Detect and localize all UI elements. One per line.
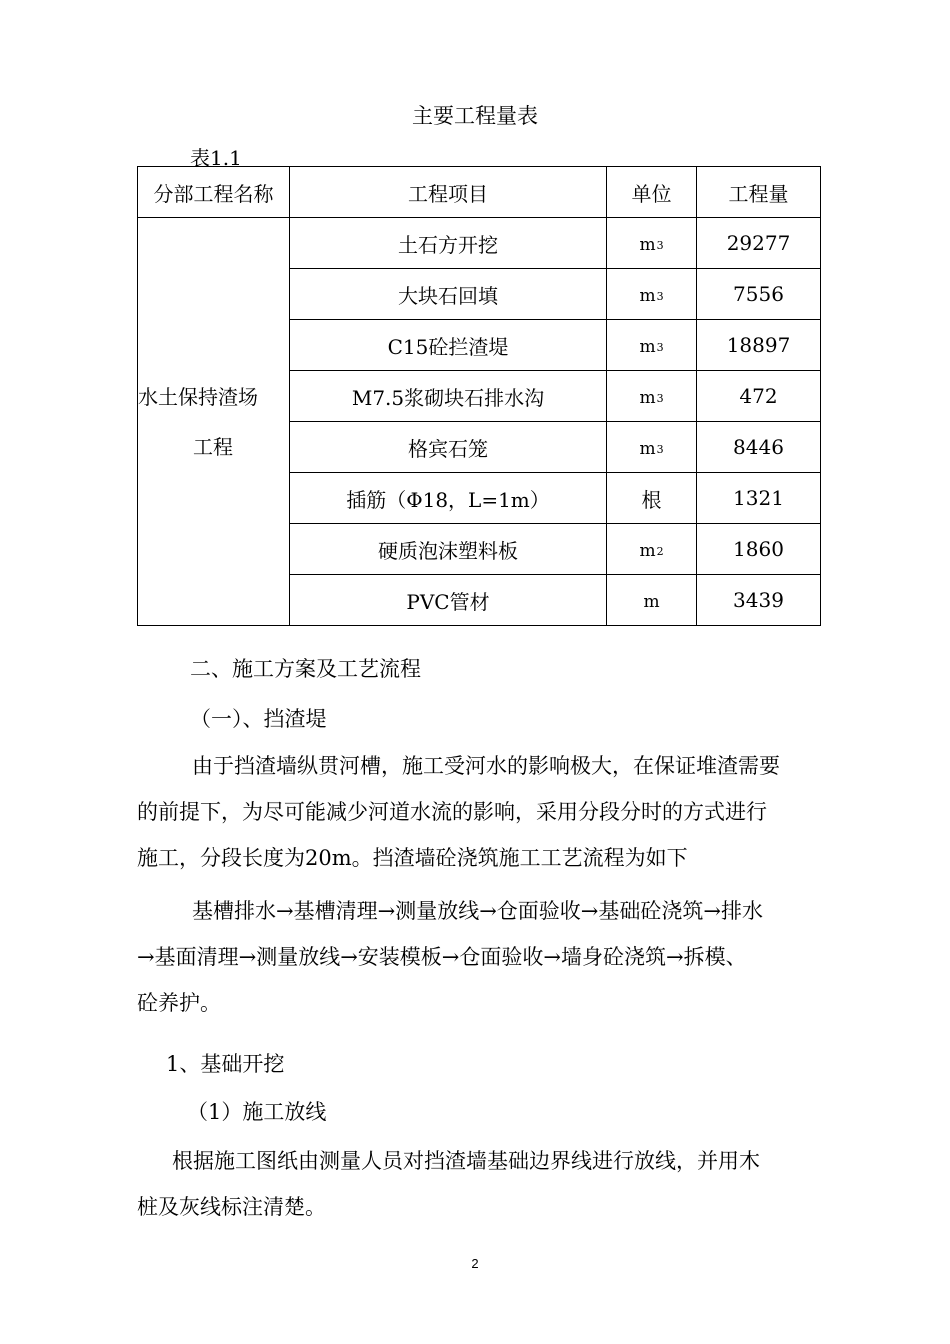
item-cell: 格宾石笼 xyxy=(290,422,607,473)
quantity-cell: 18897 xyxy=(697,320,821,371)
unit-superscript: 3 xyxy=(656,392,664,405)
item-cell: C15砼拦渣堤 xyxy=(290,320,607,371)
subsection-1-heading: （一）、挡渣堤 xyxy=(190,707,327,731)
unit-cell xyxy=(607,269,697,320)
item-cell: M7.5浆砌块石排水沟 xyxy=(290,371,607,422)
unit-text: m xyxy=(639,388,656,408)
unit-superscript: 3 xyxy=(656,341,664,354)
quantity-cell: 8446 xyxy=(697,422,821,473)
paragraph-line: 根据施工图纸由测量人员对挡渣墙基础边界线进行放线，并用木 xyxy=(172,1149,760,1173)
unit-superscript: 3 xyxy=(656,290,664,303)
paragraph-line: 基槽排水→基槽清理→测量放线→仓面验收→基础砼浇筑→排水 xyxy=(192,899,763,923)
item-cell: 硬质泡沫塑料板 xyxy=(290,524,607,575)
category-line-2: 工程 xyxy=(193,434,233,459)
section-2-heading: 二、施工方案及工艺流程 xyxy=(190,657,421,681)
item-cell: 插筋（Φ18，L=1m） xyxy=(290,473,607,524)
header-cell: 单位 xyxy=(607,167,697,218)
paragraph-line: 桩及灰线标注清楚。 xyxy=(137,1195,326,1219)
item-1-heading: 1、基础开挖 xyxy=(166,1052,285,1076)
unit-cell xyxy=(607,371,697,422)
paragraph-line: 砼养护。 xyxy=(137,991,221,1015)
page-number: 2 xyxy=(471,1256,479,1271)
table-header-row xyxy=(138,167,821,218)
category-line-1: 水土保持渣场 xyxy=(138,384,258,409)
unit-text: m xyxy=(643,592,660,612)
unit-cell xyxy=(607,473,697,524)
paragraph-2 xyxy=(137,1138,837,1230)
header-cell: 工程项目 xyxy=(290,167,607,218)
unit-cell xyxy=(607,524,697,575)
quantity-cell: 1860 xyxy=(697,524,821,575)
unit-superscript: 3 xyxy=(656,239,664,252)
quantity-cell: 1321 xyxy=(697,473,821,524)
paragraph-line: →基面清理→测量放线→安装模板→仓面验收→墙身砼浇筑→拆模、 xyxy=(137,945,747,969)
paragraph-line: 的前提下，为尽可能减少河道水流的影响，采用分段分时的方式进行 xyxy=(137,800,767,824)
quantity-table xyxy=(137,166,821,626)
item-cell: 土石方开挖 xyxy=(290,218,607,269)
paragraph-line: 施工，分段长度为20m。挡渣墙砼浇筑施工工艺流程为如下 xyxy=(137,846,688,870)
unit-text: m xyxy=(639,235,656,255)
unit-cell xyxy=(607,575,697,626)
paragraph-line: 由于挡渣墙纵贯河槽，施工受河水的影响极大，在保证堆渣需要 xyxy=(192,754,780,778)
unit-text: m xyxy=(639,439,656,459)
unit-text: m xyxy=(639,337,656,357)
unit-cell xyxy=(607,422,697,473)
page-title: 主要工程量表 xyxy=(412,104,538,128)
item-1-subheading: （1）施工放线 xyxy=(187,1100,327,1124)
table-label: 表1.1 xyxy=(190,146,242,170)
unit-text: m xyxy=(639,286,656,306)
quantity-cell: 3439 xyxy=(697,575,821,626)
category-cell xyxy=(138,218,290,626)
unit-cell xyxy=(607,320,697,371)
header-cell: 工程量 xyxy=(697,167,821,218)
unit-superscript: 2 xyxy=(656,545,664,558)
header-cell: 分部工程名称 xyxy=(138,167,290,218)
quantity-cell: 29277 xyxy=(697,218,821,269)
process-flow-paragraph xyxy=(137,888,827,1026)
unit-cell xyxy=(607,218,697,269)
table-row xyxy=(138,218,821,269)
item-cell: 大块石回填 xyxy=(290,269,607,320)
item-cell: PVC管材 xyxy=(290,575,607,626)
unit-text: m xyxy=(639,541,656,561)
quantity-cell: 472 xyxy=(697,371,821,422)
unit-superscript: 3 xyxy=(656,443,664,456)
paragraph-1 xyxy=(137,743,827,881)
quantity-cell: 7556 xyxy=(697,269,821,320)
unit-text: 根 xyxy=(641,487,662,512)
